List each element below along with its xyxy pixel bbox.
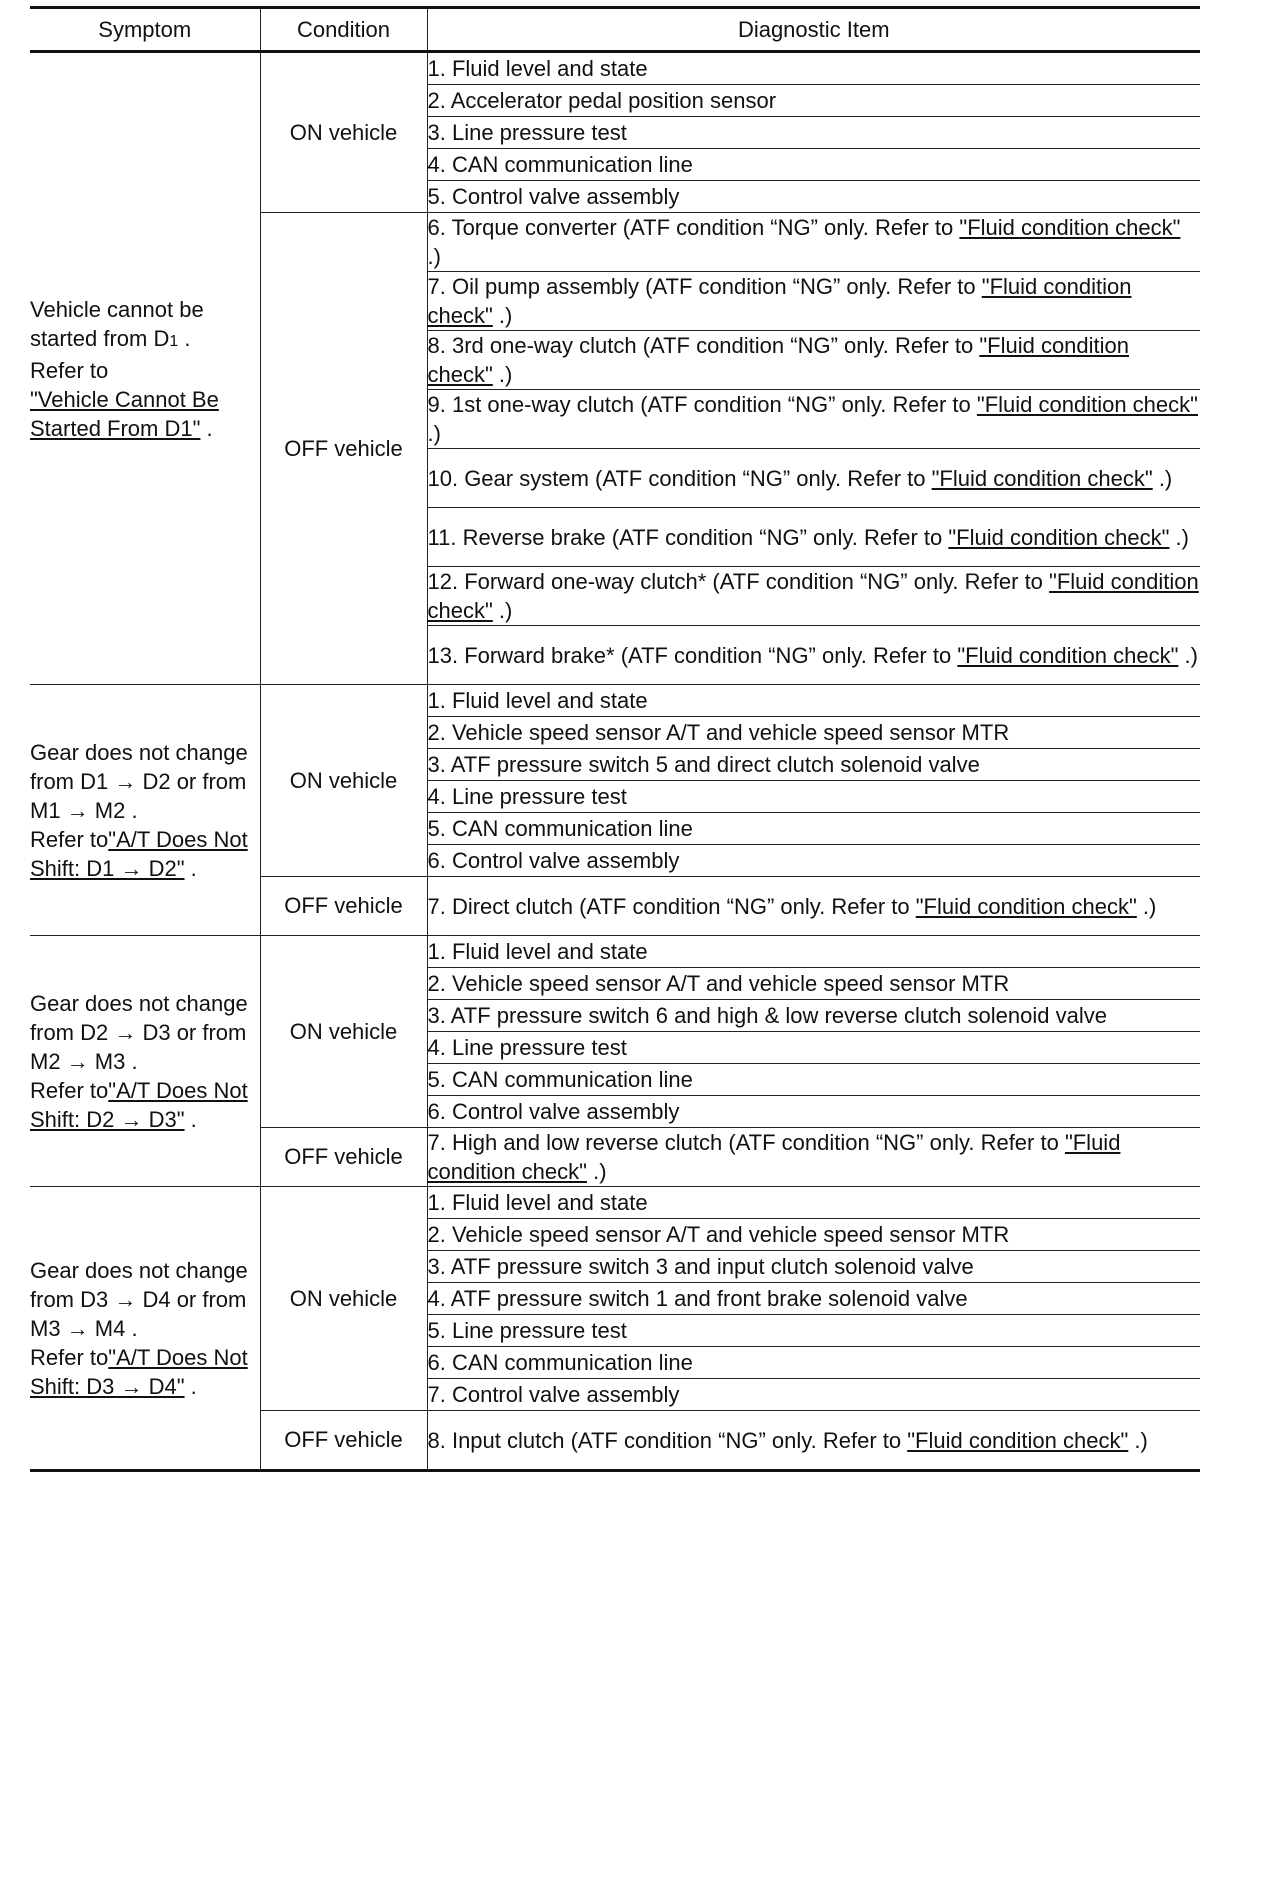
diagnostic-item: 1. Fluid level and state bbox=[427, 936, 1200, 968]
diagnostic-item bbox=[427, 1128, 1200, 1187]
fluid-condition-check-link[interactable]: "Fluid condition check" bbox=[427, 569, 1199, 623]
diagnostic-item bbox=[427, 626, 1200, 685]
condition-header: Condition bbox=[260, 8, 427, 52]
symptom-cell-d1-d2 bbox=[30, 685, 260, 936]
close-paren: .) bbox=[492, 598, 513, 623]
fluid-condition-check-link[interactable]: "Fluid condition check" bbox=[427, 333, 1130, 387]
condition-on-vehicle: ON vehicle bbox=[260, 685, 427, 877]
diagnostic-item bbox=[427, 449, 1200, 508]
refer-to-label: Refer to bbox=[30, 357, 109, 383]
diagnostic-item bbox=[427, 331, 1200, 390]
item-text: 10. Gear system (ATF condition “NG” only. bbox=[427, 465, 842, 491]
condition-off-vehicle: OFF vehicle bbox=[260, 1128, 427, 1187]
item-text: 13. Forward brake* (ATF condition “NG” only. bbox=[427, 642, 867, 668]
item-text: 6. Torque converter (ATF condition “NG” only. bbox=[427, 215, 869, 240]
symptom-end: . bbox=[184, 1373, 197, 1399]
refer-prefix: Refer to bbox=[888, 333, 980, 358]
close-paren: .) bbox=[427, 421, 441, 446]
diagnostic-item bbox=[427, 272, 1200, 331]
symptom-text: Gear does not change from D2 → D3 or from M2 → M3 . bbox=[30, 990, 248, 1074]
item-text: 7. Direct clutch (ATF condition “NG” only. bbox=[427, 893, 826, 919]
diagnostic-item bbox=[427, 508, 1200, 567]
symptom-end: . bbox=[200, 415, 213, 441]
refer-prefix: Refer to bbox=[841, 465, 932, 491]
condition-off-vehicle: OFF vehicle bbox=[260, 1411, 427, 1471]
diagnostic-item: 1. Fluid level and state bbox=[427, 52, 1200, 85]
diagnostic-item: 2. Accelerator pedal position sensor bbox=[427, 85, 1200, 117]
symptom-end: . bbox=[184, 1106, 197, 1132]
diagnostic-item: 2. Vehicle speed sensor A/T and vehicle speed sensor MTR bbox=[427, 968, 1200, 1000]
diagnostic-item-header: Diagnostic Item bbox=[427, 8, 1200, 52]
item-text: 11. Reverse brake (ATF condition “NG” only. bbox=[427, 524, 858, 550]
item-text: 12. Forward one-way clutch* (ATF condition “NG” only. bbox=[427, 569, 959, 594]
diagnostic-item: 2. Vehicle speed sensor A/T and vehicle speed sensor MTR bbox=[427, 717, 1200, 749]
symptom-end: . bbox=[184, 855, 197, 881]
refer-prefix: Refer to bbox=[958, 569, 1050, 594]
condition-off-vehicle: OFF vehicle bbox=[260, 213, 427, 685]
diagnostic-item: 6. CAN communication line bbox=[427, 1347, 1200, 1379]
close-paren: .) bbox=[427, 244, 441, 269]
header-row bbox=[30, 8, 1200, 52]
diagnostic-table bbox=[30, 6, 1200, 1472]
refer-prefix: Refer to bbox=[974, 1130, 1065, 1155]
diagnostic-item: 3. ATF pressure switch 6 and high & low reverse clutch solenoid valve bbox=[427, 1000, 1200, 1032]
close-paren: .) bbox=[586, 1159, 607, 1184]
diagnostic-item: 4. ATF pressure switch 1 and front brake solenoid valve bbox=[427, 1283, 1200, 1315]
refer-prefix: Refer to bbox=[866, 642, 958, 668]
close-paren: .) bbox=[1128, 1427, 1148, 1453]
item-text: 9. 1st one-way clutch (ATF condition “NG” only. bbox=[427, 392, 887, 417]
diagnostic-item: 3. ATF pressure switch 3 and input clutch solenoid valve bbox=[427, 1251, 1200, 1283]
refer-prefix: Refer to bbox=[857, 524, 949, 550]
fluid-condition-check-link[interactable]: "Fluid condition check" bbox=[427, 274, 1132, 328]
symptom-header: Symptom bbox=[30, 8, 260, 52]
diagnostic-item: 3. ATF pressure switch 5 and direct clutch solenoid valve bbox=[427, 749, 1200, 781]
fluid-condition-check-link[interactable]: "Fluid condition check" bbox=[915, 893, 1137, 919]
at-does-not-shift-d1-d2-link[interactable]: "A/T Does Not Shift: D1 → D2" bbox=[30, 826, 248, 881]
item-text: 8. Input clutch (ATF condition “NG” only. bbox=[427, 1427, 817, 1453]
fluid-condition-check-link[interactable]: "Fluid condition check" bbox=[976, 392, 1198, 417]
symptom-cell-d3-d4 bbox=[30, 1187, 260, 1471]
condition-off-vehicle: OFF vehicle bbox=[260, 877, 427, 936]
diagnostic-item: 4. Line pressure test bbox=[427, 781, 1200, 813]
fluid-condition-check-link[interactable]: "Fluid condition check" bbox=[427, 1130, 1121, 1184]
symptom-cell-vehicle-cannot-start: Vehicle cannot be started from D1 . Refer to "Vehicle Cannot Be Started From D1" . bbox=[30, 52, 260, 685]
refer-prefix: Refer to bbox=[816, 1427, 908, 1453]
diagnostic-item: 1. Fluid level and state bbox=[427, 1187, 1200, 1219]
diagnostic-item: 2. Vehicle speed sensor A/T and vehicle speed sensor MTR bbox=[427, 1219, 1200, 1251]
table-row bbox=[30, 1187, 1200, 1219]
vehicle-cannot-be-started-link[interactable]: "Vehicle Cannot Be Started From D1" bbox=[30, 386, 219, 441]
symptom-text: Gear does not change from D3 → D4 or from M3 → M4 . bbox=[30, 1257, 248, 1341]
diagnostic-item: 3. Line pressure test bbox=[427, 117, 1200, 149]
close-paren: .) bbox=[492, 303, 513, 328]
fluid-condition-check-link[interactable]: "Fluid condition check" bbox=[959, 215, 1181, 240]
close-paren: .) bbox=[1152, 465, 1173, 491]
diagnostic-item: 4. CAN communication line bbox=[427, 149, 1200, 181]
close-paren: .) bbox=[1178, 642, 1198, 668]
diagnostic-item: 4. Line pressure test bbox=[427, 1032, 1200, 1064]
condition-on-vehicle: ON vehicle bbox=[260, 52, 427, 213]
diagnostic-item: 5. CAN communication line bbox=[427, 813, 1200, 845]
at-does-not-shift-d2-d3-link[interactable]: "A/T Does Not Shift: D2 → D3" bbox=[30, 1077, 248, 1132]
diagnostic-item bbox=[427, 877, 1200, 936]
close-paren: .) bbox=[1169, 524, 1189, 550]
at-does-not-shift-d3-d4-link[interactable]: "A/T Does Not Shift: D3 → D4" bbox=[30, 1344, 248, 1399]
refer-prefix: Refer to bbox=[825, 893, 916, 919]
diagnostic-item: 5. Control valve assembly bbox=[427, 181, 1200, 213]
diagnostic-item: 5. Line pressure test bbox=[427, 1315, 1200, 1347]
table-row bbox=[30, 685, 1200, 717]
close-paren: .) bbox=[492, 362, 513, 387]
condition-on-vehicle: ON vehicle bbox=[260, 936, 427, 1128]
item-text: 7. Oil pump assembly (ATF condition “NG” only. bbox=[427, 274, 892, 299]
diagnostic-item: 5. CAN communication line bbox=[427, 1064, 1200, 1096]
refer-to-label: Refer to bbox=[30, 1344, 109, 1370]
diagnostic-item bbox=[427, 567, 1200, 626]
refer-to-label: Refer to bbox=[30, 826, 109, 852]
diagnostic-item: 6. Control valve assembly bbox=[427, 845, 1200, 877]
item-text: 7. High and low reverse clutch (ATF condition “NG” only. bbox=[427, 1130, 975, 1155]
table-row bbox=[30, 52, 1200, 85]
diagnostic-item bbox=[427, 213, 1200, 272]
diagnostic-item: 1. Fluid level and state bbox=[427, 685, 1200, 717]
refer-prefix: Refer to bbox=[886, 392, 977, 417]
table-row bbox=[30, 936, 1200, 968]
refer-prefix: Refer to bbox=[868, 215, 960, 240]
diagnostic-item bbox=[427, 1411, 1200, 1471]
symptom-text: Vehicle cannot be started from D bbox=[30, 296, 204, 351]
fluid-condition-check-link[interactable]: "Fluid condition check" bbox=[907, 1427, 1129, 1453]
fluid-condition-check-link[interactable]: "Fluid condition check" bbox=[948, 524, 1170, 550]
symptom-cell-d2-d3 bbox=[30, 936, 260, 1187]
symptom-subscript: 1 bbox=[169, 332, 179, 350]
refer-prefix: Refer to bbox=[891, 274, 982, 299]
item-text: 8. 3rd one-way clutch (ATF condition “NG” only. bbox=[427, 333, 889, 358]
condition-on-vehicle: ON vehicle bbox=[260, 1187, 427, 1411]
diagnostic-item: 7. Control valve assembly bbox=[427, 1379, 1200, 1411]
diagnostic-item: 6. Control valve assembly bbox=[427, 1096, 1200, 1128]
symptom-text: Gear does not change from D1 → D2 or from M1 → M2 . bbox=[30, 739, 248, 823]
diagnostic-item bbox=[427, 390, 1200, 449]
refer-to-label: Refer to bbox=[30, 1077, 109, 1103]
fluid-condition-check-link[interactable]: "Fluid condition check" bbox=[931, 465, 1153, 491]
close-paren: .) bbox=[1136, 893, 1157, 919]
fluid-condition-check-link[interactable]: "Fluid condition check" bbox=[957, 642, 1179, 668]
